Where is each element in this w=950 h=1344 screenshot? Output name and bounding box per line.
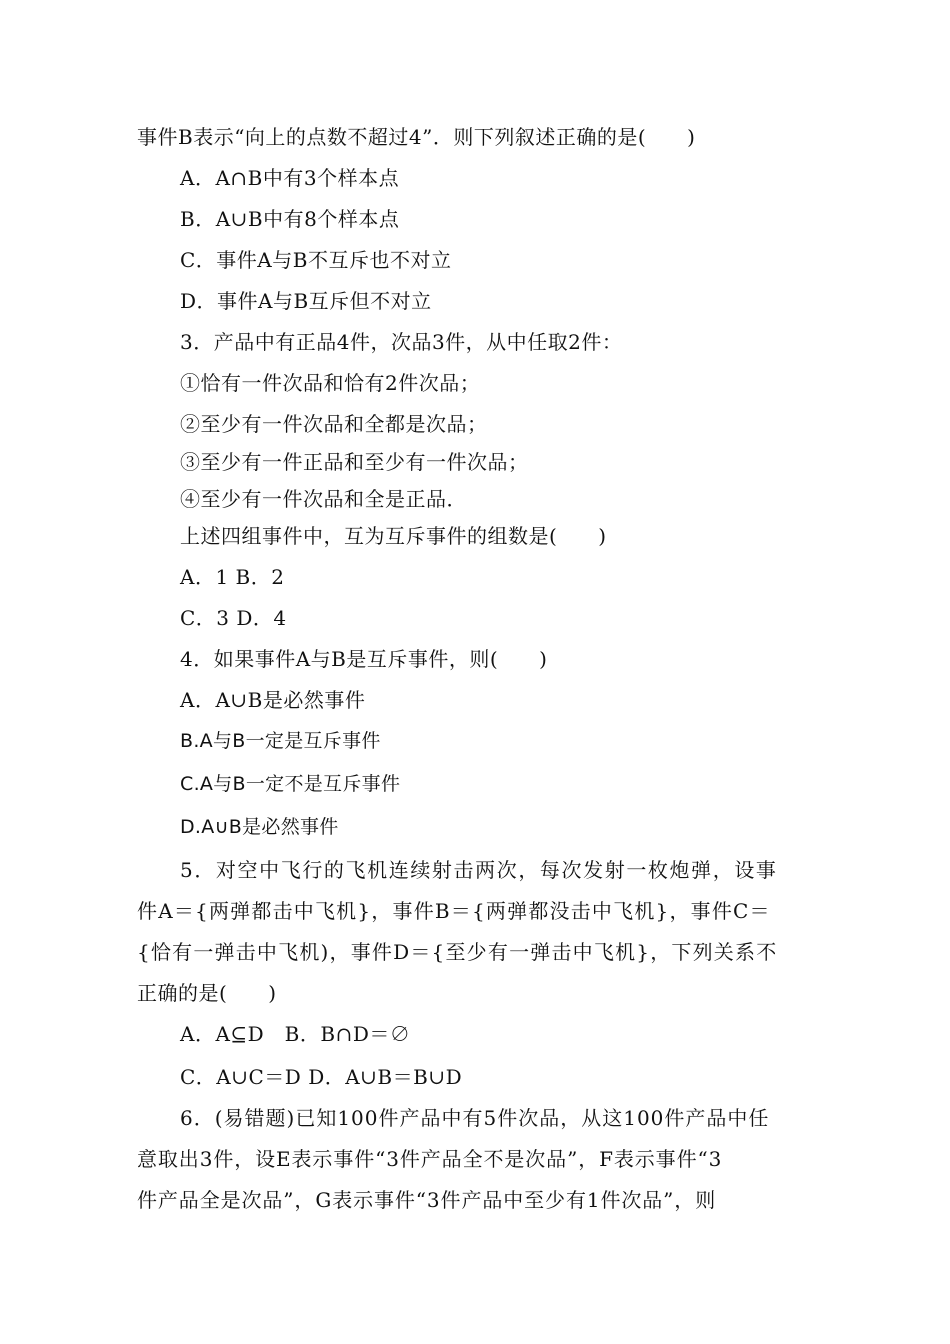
text-line: 上述四组事件中，互为互斥事件的组数是( ) bbox=[180, 524, 607, 548]
list-item: ②至少有一件次品和全都是次品； bbox=[180, 412, 488, 436]
list-item: ③至少有一件正品和至少有一件次品； bbox=[180, 450, 529, 474]
list-item: ④至少有一件次品和全是正品． bbox=[180, 487, 467, 511]
option-row: C．3 D．4 bbox=[180, 606, 287, 630]
text-line: {恰有一弹击中飞机)，事件D＝{至少有一弹击中飞机}，下列关系不 bbox=[137, 940, 778, 964]
text-line: 件A＝{两弹都击中飞机}，事件B＝{两弹都没击中飞机}，事件C＝ bbox=[137, 899, 771, 923]
option-row: A．1 B．2 bbox=[180, 565, 285, 589]
question-4: 4．如果事件A与B是互斥事件，则( ) bbox=[180, 647, 548, 671]
option-b: B．A∪B中有8个样本点 bbox=[180, 207, 400, 231]
option-row: C．A∪C＝D D．A∪B＝B∪D bbox=[180, 1065, 463, 1089]
option-a: A．A∪B是必然事件 bbox=[180, 688, 366, 712]
option-row: A．A⊆D B．B∩D＝∅ bbox=[180, 1022, 411, 1046]
question-3: 3．产品中有正品4件，次品3件，从中任取2件： bbox=[180, 330, 623, 354]
option-a: A．A∩B中有3个样本点 bbox=[180, 166, 400, 190]
question-6: 6．(易错题)已知100件产品中有5件次品，从这100件产品中任 bbox=[180, 1106, 770, 1130]
text-line: 事件B表示“向上的点数不超过4”．则下列叙述正确的是( ) bbox=[137, 125, 696, 149]
text-line: 正确的是( ) bbox=[137, 981, 277, 1005]
option-c: C．事件A与B不互斥也不对立 bbox=[180, 248, 452, 272]
option-b: B.A与B一定是互斥事件 bbox=[180, 730, 381, 752]
question-5: 5．对空中飞行的飞机连续射击两次，每次发射一枚炮弹，设事 bbox=[180, 858, 778, 882]
list-item: ①恰有一件次品和恰有2件次品； bbox=[180, 371, 481, 395]
text-line: 意取出3件，设E表示事件“3件产品全不是次品”，F表示事件“3 bbox=[137, 1147, 723, 1171]
option-d: D．事件A与B互斥但不对立 bbox=[180, 289, 432, 313]
text-line: 件产品全是次品”，G表示事件“3件产品中至少有1件次品”，则 bbox=[137, 1188, 717, 1212]
option-d: D.A∪B是必然事件 bbox=[180, 816, 339, 838]
option-c: C.A与B一定不是互斥事件 bbox=[180, 773, 401, 795]
